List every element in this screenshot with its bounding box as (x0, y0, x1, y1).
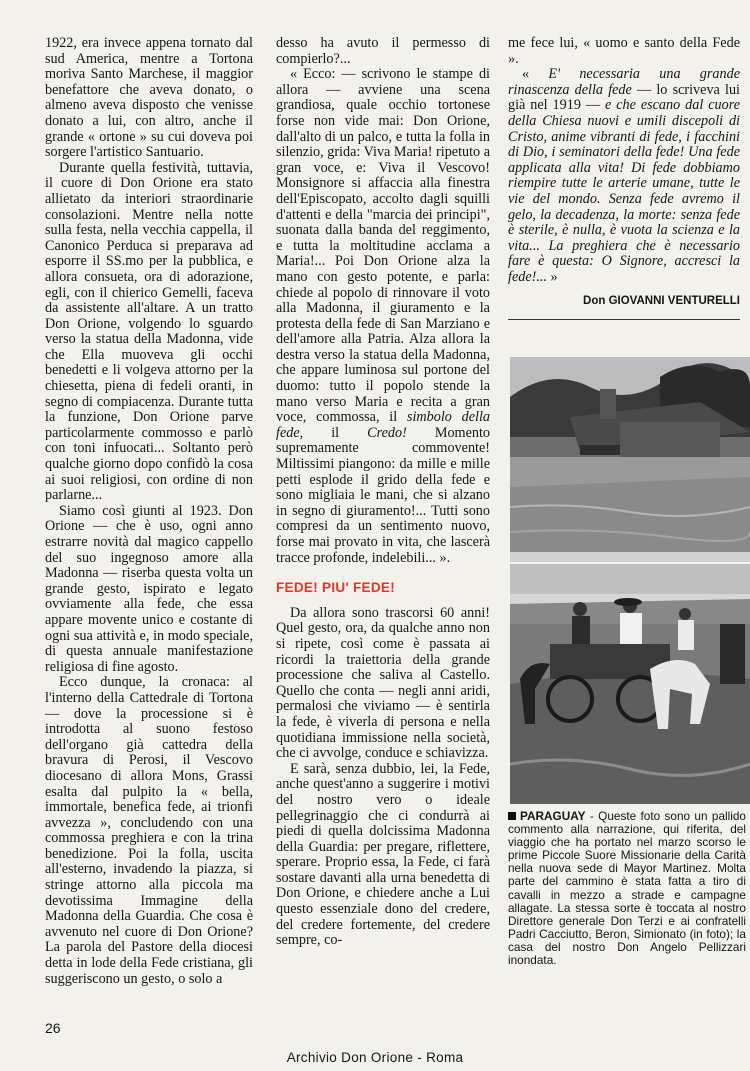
page-number: 26 (45, 1020, 61, 1036)
quote-text: Momento supremamente commovente! Miltissimi piangono: da mille e mille petti esplode il grido della fede e sono migliaia le mani, che si alzano in segno di giuramento!... Tutti sono compresi da un sentimento nuovo, forse mai provato in vita, che lascerà tracce profonde, indelebili... ». (276, 424, 490, 566)
text-column-2 (276, 36, 490, 949)
photo-horse-cart (510, 564, 750, 804)
archive-credit: Archivio Don Orione - Roma (286, 1050, 464, 1065)
text-column-1 (45, 36, 253, 987)
flood-photo-illustration (510, 357, 750, 562)
italic-quote: E' necessaria una grande rinascenza della fede (508, 66, 740, 98)
paragraph: Durante quella festività, tuttavia, il cuore di Don Orione era stato allietato da interiori straordinarie consolazioni. Mentre nella notte sulla festa, nella vecchia cappella, il Canonico Perduca si preparava ad esporre il SS.mo per la pubblica, e allora consueta, ora di adorazione, egli, con il chierico Gemelli, faceva da assistente all'altare. A un tratto Don Orione, volgendo lo sguardo verso la statua della Madonna, vide che Ella muoveva gli occhi benedetti e li volgeva attorno per la chiesetta, piena di fedeli oranti, in segno di compiacenza. Durante tutta la funzione, Don Orione parve particolarmente commosso e parlò con toni infuocati... Soltanto però qualche giorno dopo confidò la cosa ai suoi religiosi, con ordine di non parlarne... (45, 159, 253, 504)
quote-mark: » (547, 268, 558, 285)
photo-flooded-house (510, 357, 750, 562)
paragraph (276, 67, 490, 566)
italic-phrase: Credo! (367, 424, 407, 441)
bullet-square-icon (508, 812, 516, 820)
italic-quote: e che escano dal cuore della Chiesa nuovi e umili discepoli di Cristo, anime vibranti di fede, i facchini di Dio, i seminatori della fede! Una fede applicata alla vita! Di fede dobbiamo riempire tutte le arterie umane, tutte le vie del mondo. Senza fede avremo il gelo, la decadenza, la morte: senza fede è sterile, è nulla, è vuota la scienza e la vita... La preghiera che è necessario fare è questa: O Signore, accresci la fede!... (508, 97, 740, 285)
caption-text: - Queste foto sono un pallido commento alla narrazione, qui riferita, del viaggio che ha portato nel marzo scorso le prime Piccole Suore Missionarie della Carità nella nuova sede di Mayor Martinez. Molta parte del cammino è stata fatta a tiro di cavalli in mezzo a strade e campagne allagate. La stessa sorte è toccata al nostro Direttore generale Don Terzi e ai confratelli Padri Cacciutto, Beron, Simionato (in foto); la casa del nostro Don Angelo Pellizzari inondata. (508, 809, 746, 968)
paragraph: desso ha avuto il permesso di compierlo?... (276, 35, 490, 67)
quote-text: « Ecco: — scrivono le stampe di allora — avviene una scena grandiosa, quale occhio tortonese forse non vide mai: Don Orione, dall'alto di un palco, e tutta la folla in silenzio, grida: Viva Maria! ripetuto a gran voce, e: Viva il Vescovo! Monsignore si affaccia alla finestra dell'Episcopato, accolto dagli squilli d'attenti e della "marcia dei principi", suonata dalla banda del reggimento, e tutta la moltitudine acclama a Maria!... Poi Don Orione alza la mano con gesto potente, e parla: chiede al popolo di rinnovare il voto alla Madonna, il giuramento e la protesta della fede di San Marziano e dell'amore alla Patria. Alza allora la destra verso la statua della Madonna, che appare luminosa sul portone del duomo: tutto il popolo stende la mano verso Maria e recita a gran voce, commossa, il (276, 66, 490, 426)
paragraph: Da allora sono trascorsi 60 anni! Quel gesto, ora, da qualche anno non si ripete, così come è passata ai ricordi la traiettoria della grande processione che saliva al Castello. Quello che conta — negli anni aridi, permalosi che viviamo — è sentirla la fede, è viverla di persona e nella quotidiana immissione nella società, che ci avvolge, conduce e schiavizza. (276, 604, 490, 762)
author-signature: Don GIOVANNI VENTURELLI (583, 294, 740, 307)
quote-mark: « (522, 66, 549, 83)
photo-caption (508, 810, 746, 967)
paragraph (508, 67, 740, 285)
text-column-3 (508, 36, 740, 320)
paragraph: me fece lui, « uomo e santo della Fede ». (508, 35, 740, 67)
quote-text: — lo scriveva lui già nel 1919 — (508, 81, 740, 114)
paragraph: Ecco dunque, la cronaca: al l'interno della Cattedrale di Tortona — dove la processione si è introdotta al suono festoso dell'organo già cattedra della bravura di Perosi, il Vescovo diocesano di allora Mons, Grassi esalta dal pulpito la « bella, immortale, benefica fede, ai trionfi avvezza », concludendo con una commossa preghiera e con la trina benedizione. Poi la folla, uscita all'esterno, invadendo la piazza, si stringe attorno alla piccola ma devotissima Immagine della Madonna della Guardia. Che cosa è avvenuto nel cuore di Don Orione? La parola del Pastore della diocesi detta in lode della Fede cristiana, gli suggeriscono un gesto, o solo a (45, 674, 253, 987)
cart-photo-illustration (510, 564, 750, 804)
paragraph: 1922, era invece appena tornato dal sud America, mentre a Tortona moriva Santo Marchese, il maggior benefattore che aveva donato, o almeno aveva disposto che venisse donato a lui, con altro, anche il grande « ortone » su cui doveva poi sorgere l'artistico Santuario. (45, 35, 253, 161)
section-heading: FEDE! PIU' FEDE! (276, 580, 396, 596)
paragraph: E sarà, senza dubbio, lei, la Fede, anche quest'anno a suggerire i motivi del nostro vero o ideale pellegrinaggio che ci condurrà ai piedi di quella dolcissima Madonna della Guardia: per pregare, riflettere, sperare. Proprio essa, la Fede, ci farà sostare davanti alla urna benedetta di Don Orione, e chiedere anche a Lui questo essenziale dono del credere, del credere fortemente, del credere sempre, co- (276, 760, 490, 949)
quote-text: , il (299, 424, 368, 441)
caption-title: PARAGUAY (520, 809, 586, 823)
italic-phrase: simbolo della fede (276, 409, 490, 441)
divider (508, 319, 740, 320)
paragraph: Siamo così giunti al 1923. Don Orione — che è uso, ogni anno estrarre novità dal magico cappello del suo ingegnoso amore alla Madonna — riserba questa volta un grande gesto, ispirato e legato ovviamente alla fede, che essa appare movente unico e costante di ogni sua attività e, in modo speciale, di questa annuale manifestazione religiosa di fine agosto. (45, 502, 253, 675)
